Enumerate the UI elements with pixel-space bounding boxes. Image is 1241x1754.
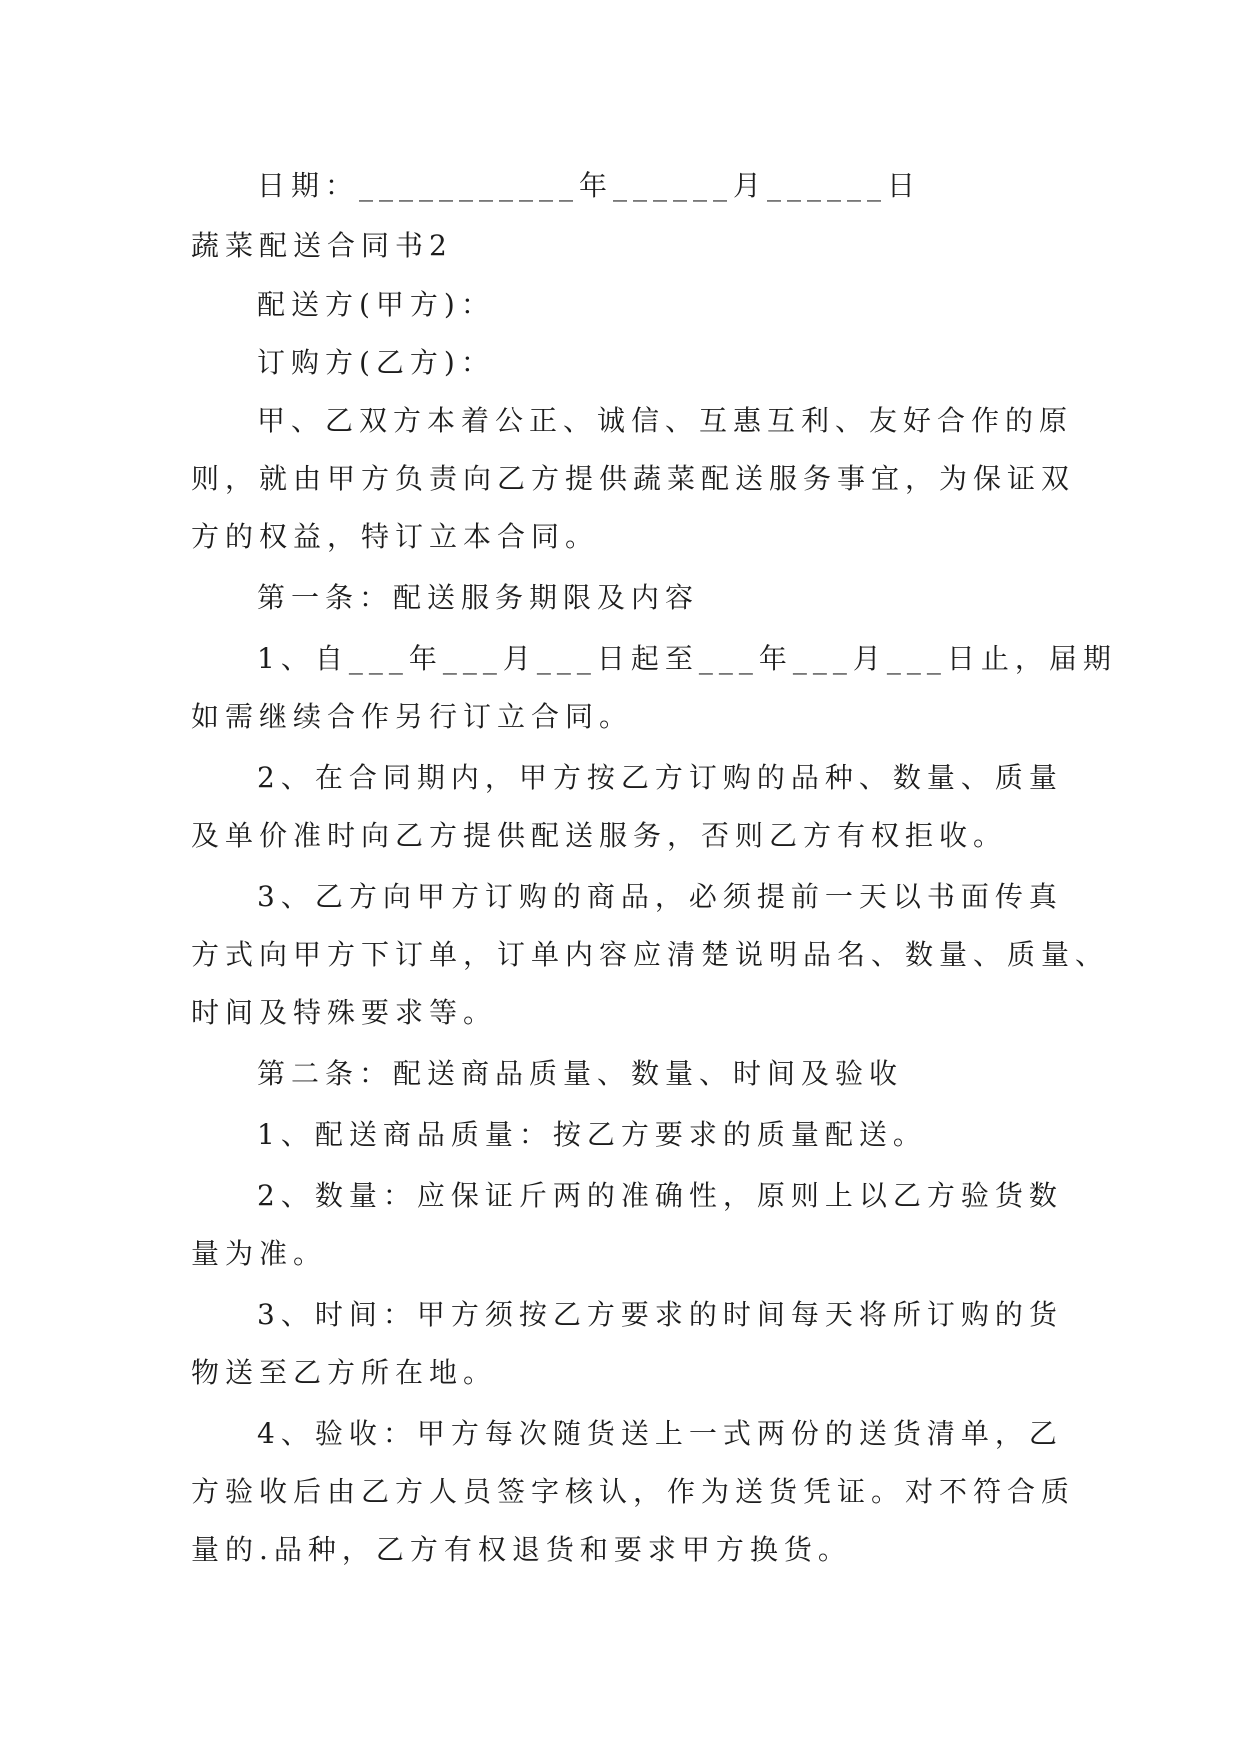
paragraph-line: 3、时间：甲方须按乙方要求的时间每天将所订购的货 — [257, 1298, 1063, 1331]
clause-1-1 — [191, 630, 1117, 746]
paragraph-line: 甲、乙双方本着公正、诚信、互惠互利、友好合作的原 — [257, 404, 1074, 437]
clause-2-2 — [191, 1167, 1063, 1283]
article-heading-line: 第二条：配送商品质量、数量、时间及验收 — [257, 1057, 904, 1090]
date-line: 日期：___________年______月______日 — [257, 169, 922, 202]
paragraph-line: 2、数量：应保证斤两的准确性，原则上以乙方验货数 — [257, 1179, 1063, 1212]
paragraph-line: 方的权益，特订立本合同。 — [191, 520, 600, 553]
paragraph-line: 量的.品种，乙方有权退货和要求甲方换货。 — [191, 1533, 852, 1566]
paragraph-line: 时间及特殊要求等。 — [191, 996, 498, 1029]
paragraph-line: 2、在合同期内，甲方按乙方订购的品种、数量、质量 — [257, 761, 1063, 794]
article-heading-line: 第一条：配送服务期限及内容 — [257, 581, 700, 614]
clause-2-4 — [191, 1405, 1076, 1579]
paragraph-line: 物送至乙方所在地。 — [191, 1356, 498, 1389]
clause-1-3 — [191, 868, 1110, 1042]
clause-2-1 — [191, 1106, 1051, 1164]
paragraph-line: 方验收后由乙方人员签字核认，作为送货凭证。对不符合质 — [191, 1475, 1076, 1508]
paragraph-line: 4、验收：甲方每次随货送上一式两份的送货清单，乙 — [257, 1417, 1063, 1450]
paragraph-line: 3、乙方向甲方订购的商品，必须提前一天以书面传真 — [257, 880, 1063, 913]
paragraph-line: 量为准。 — [191, 1237, 328, 1270]
party-b-line: 订购方(乙方)： — [257, 346, 495, 379]
article-2-heading — [191, 1045, 1051, 1103]
paragraph-line: 如需继续合作另行订立合同。 — [191, 700, 634, 733]
clause-1-2 — [191, 749, 1063, 865]
clause-2-3 — [191, 1286, 1063, 1402]
paragraph-line: 方式向甲方下订单，订单内容应清楚说明品名、数量、质量、 — [191, 938, 1110, 971]
paragraph-preamble — [191, 392, 1076, 566]
paragraph-line: 及单价准时向乙方提供配送服务，否则乙方有权拒收。 — [191, 819, 1008, 852]
document-page — [191, 157, 1117, 1582]
contract-title: 蔬菜配送合同书2 — [191, 229, 453, 262]
paragraph-line: 1、配送商品质量：按乙方要求的质量配送。 — [257, 1118, 927, 1151]
paragraph-line: 则，就由甲方负责向乙方提供蔬菜配送服务事宜，为保证双 — [191, 462, 1076, 495]
article-1-heading — [191, 569, 1051, 627]
party-a-line: 配送方(甲方)： — [257, 288, 495, 321]
paragraph-line: 1、自___年___月___日起至___年___月___日止，届期 — [257, 642, 1117, 675]
